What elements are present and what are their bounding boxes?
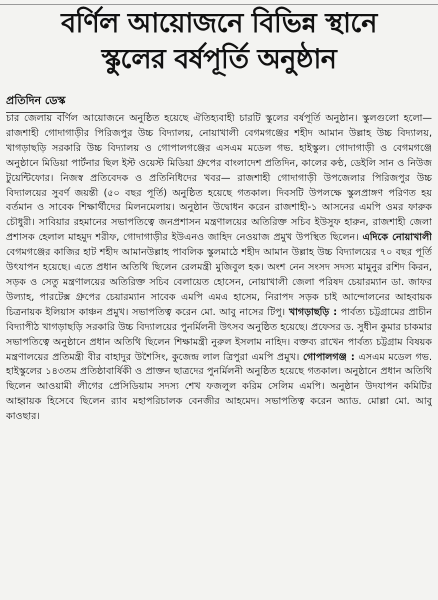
clipping-top-rule xyxy=(0,0,438,5)
headline-line-1: বর্ণিল আয়োজনে বিভিন্ন স্থানে xyxy=(61,8,377,39)
headline-line-2: স্কুলের বর্ষপূর্তি অনুষ্ঠান xyxy=(101,44,337,75)
paragraph-noakhali: বেগমগঞ্জের কাজির হাট শহীদ আমানউল্লাহ পাবলিক স্কুলমাঠে শহীদ আমান উল্লাহ উচ্চ বিদ্যালয়ের ৭০ বছর পূর্তি উৎযাপন হয়েছে। এতে প্রধান অতিথি ছিলেন রেলমন্ত্রী মুজিবুল হক। অংশ নেন সংসদ সদস্য মামুনুর রশিদ কিরন, সড়ক ও সেতু মন্ত্রণালয়ের অতিরিক্ত সচিব বেলায়েত হোসেন, নোয়াখালী জেলা পরিষদ চেয়ারম্যান ডা. জাফর উল্যাহ, পারটেক্স গ্রুপের চেয়ারম্যান সাবেক এমপি এমএ হাসেম, নিরাপদ সড়ক চাই আন্দোলনের আহবায়ক চিত্রনায়ক ইলিয়াস কাঞ্চন প্রমুখ। সভাপতিত্ব করেন মো. আবু নাসের টিপু। xyxy=(6,247,432,318)
dateline-noakhali: এদিকে নোয়াখালী xyxy=(362,232,432,244)
headline xyxy=(4,6,434,78)
byline: প্রতিদিন ডেস্ক xyxy=(6,92,65,113)
paragraph-gopalganj: এসএম মডেল গভ. হাইস্কুলের ১৪৩তম প্রতিষ্ঠাবার্ষিকী ও প্রাক্তন ছাত্রদের পুনর্মিলনী অনুষ্ঠিত হয়েছে গতকাল। অনুষ্ঠানে প্রধান অতিথি ছিলেন আওয়ামী লীগের প্রেসিডিয়াম সদস্য শেখ ফজলুল করিম সেলিম এমপি। অনুষ্ঠান উদযাপন কমিটির আহ্বায়ক হিসেবে ছিলেন র‌্যাব মহাপরিচালক বেনজীর আহমেদ। সভাপতিত্ব করেন অ্যাড. মোল্লা মো. আবু কাওছার। xyxy=(6,351,432,423)
paragraph-khagrachhari: পার্বত্য চট্টগ্রামের প্রাচীন বিদ্যাপীঠ খাগড়াছড়ি সরকারি উচ্চ বিদ্যালয়ের পুনর্মিলনী উৎসব অনুষ্ঠিত হয়েছে। প্রফেসর ড. সুধীন কুমার চাকমার সভাপতিত্বে অনুষ্ঠানে প্রধান অতিথি ছিলেন শিক্ষামন্ত্রী নুরুল ইসলাম নাহিদ। বক্তব্য রাখেন পার্বত্য চট্টগ্রাম বিষয়ক মন্ত্রণালয়ের প্রতিমন্ত্রী বীর বাহাদুর উশৈসিং, কুজেন্দ্র লাল ত্রিপুরা এমপি প্রমুখ। xyxy=(6,306,432,363)
dateline-gopalganj: গোপালগঞ্জ : xyxy=(302,351,355,363)
article-body xyxy=(6,112,432,598)
paragraph-intro: চার জেলায় বর্ণিল আয়োজনে অনুষ্ঠিত হয়েছে ঐতিহ্যবাহী চারটি স্কুলের বর্ষপূর্তি অনুষ্ঠান। স্কুলগুলো হলো— রাজশাহী গোদাগাড়ীর পিরিজপুর উচ্চ বিদ্যালয়, নোয়াখালী বেগমগঞ্জের শহীদ আমান উল্লাহ উচ্চ বিদ্যালয়, খাগড়াছড়ি সরকারি উচ্চ বিদ্যালয় ও গোপালগঞ্জের এসএম মডেল গভ. হাইস্কুল। গোদাগাড়ী ও বেগমগঞ্জে অনুষ্ঠানে মিডিয়া পার্টনার ছিল ইস্ট ওয়েস্ট মিডিয়া গ্রুপের বাংলাদেশ প্রতিদিন, কালের কণ্ঠ, ডেইলি সান ও নিউজ টুয়েন্টিফোর। নিজস্ব প্রতিবেদক ও প্রতিনিধিদের খবর— রাজশাহী গোদাগাড়ী উপজেলার পিরিজপুর উচ্চ বিদ্যালয়ের সুবর্ণ জয়ন্তী (৫০ বছর পূর্তি) অনুষ্ঠিত হয়েছে গতকাল। দিবসটি উপলক্ষে স্কুলপ্রাঙ্গণ পরিণত হয় বর্তমান ও সাবেক শিক্ষার্থীদের মিলনমেলায়। অনুষ্ঠান উদ্বোধন করেন রাজশাহী-১ আসনের এমপি ওমর ফারুক চৌধুরী। সাবিয়ার রহমানের সভাপতিত্বে জনপ্রশাসন মন্ত্রণালয়ের অতিরিক্ত সচিব ইউসুফ হারুন, রাজশাহী জেলা প্রশাসক হেলাল মাহমুদ শরীফ, গোদাগাড়ীর ইউএনও জাহিদ নেওয়াজ প্রমুখ উপস্থিত ছিলেন। xyxy=(6,113,432,244)
dateline-khagrachhari: খাগড়াছড়ি : xyxy=(288,306,338,318)
